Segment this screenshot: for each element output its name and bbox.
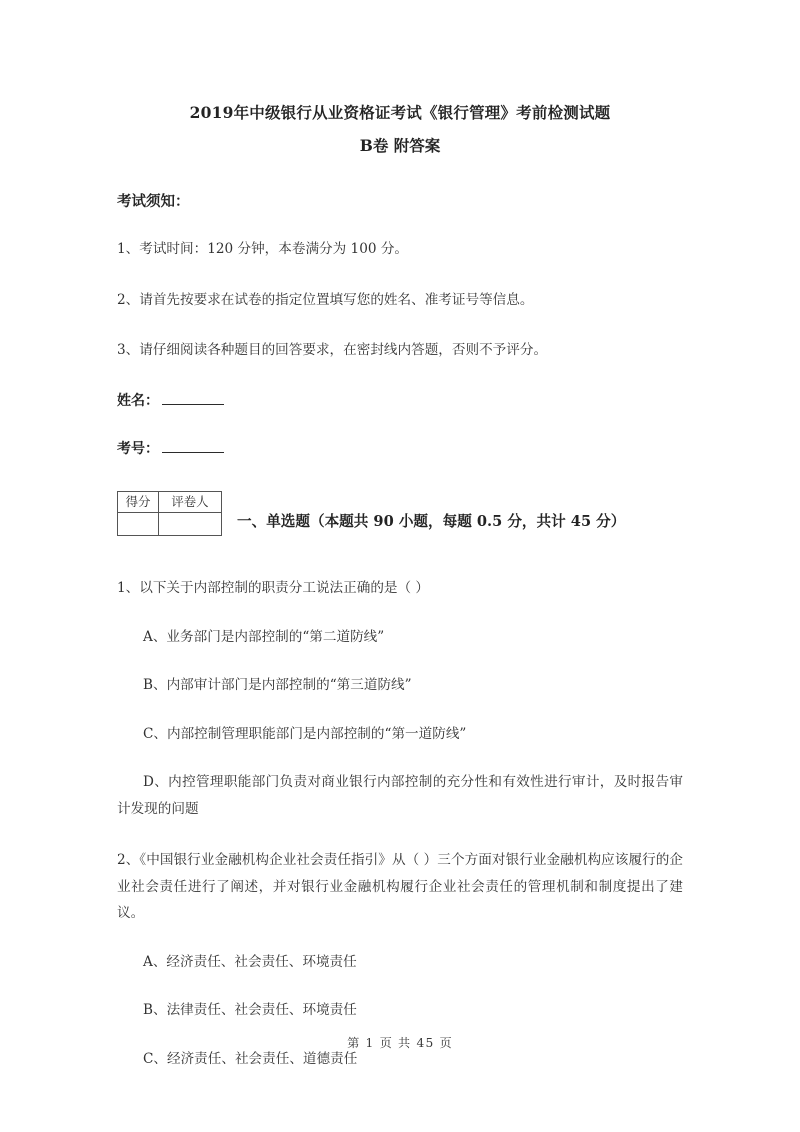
score-table-value-score[interactable] <box>118 513 159 536</box>
name-field-input[interactable] <box>162 390 224 405</box>
score-table-value-row <box>118 513 222 536</box>
exam-number-field-input[interactable] <box>162 438 224 453</box>
question-1-option-b[interactable]: B、内部审计部门是内部控制的“第三道防线” <box>143 677 412 694</box>
notice-item-3: 3、请仔细阅读各种题目的回答要求，在密封线内答题，否则不予评分。 <box>117 341 548 358</box>
page-footer: 第 1 页 共 45 页 <box>347 1036 453 1050</box>
question-2-option-c[interactable]: C、经济责任、社会责任、道德责任 <box>143 1050 358 1067</box>
question-2-stem: 2、《中国银行业金融机构企业社会责任指引》从（ ）三个方面对银行业金融机构应该履行的企业社会责任进行了阐述，并对银行业金融机构履行企业社会责任的管理机制和制度提出了建议。 <box>117 852 683 922</box>
exam-number-field-label: 考号： <box>117 441 159 458</box>
score-table <box>117 491 222 536</box>
page-content <box>117 0 683 1072</box>
section-one-block <box>117 458 683 541</box>
score-table-header-score: 得分 <box>118 492 159 513</box>
page-subtitle: B卷 附答案 <box>359 136 441 156</box>
question-1-option-d[interactable]: D、内控管理职能部门负责对商业银行内部控制的充分性和有效性进行审计，及时报告审计发现的问题 <box>117 774 683 817</box>
question-1-option-a[interactable]: A、业务部门是内部控制的“第二道防线” <box>143 628 385 645</box>
page-title: 2019年中级银行从业资格证考试《银行管理》考前检测试题 <box>189 103 611 122</box>
name-field-label: 姓名： <box>117 393 159 410</box>
score-table-header-row <box>118 492 222 513</box>
name-field-row <box>117 362 683 410</box>
question-2-option-b[interactable]: B、法律责任、社会责任、环境责任 <box>143 1002 357 1019</box>
exam-number-field-row <box>117 410 683 458</box>
score-table-header-grader: 评卷人 <box>159 492 222 513</box>
score-table-value-grader[interactable] <box>159 513 222 536</box>
question-1-option-c[interactable]: C、内部控制管理职能部门是内部控制的“第一道防线” <box>143 725 467 742</box>
notice-item-2: 2、请首先按要求在试卷的指定位置填写您的姓名、准考证号等信息。 <box>117 291 534 308</box>
question-1-stem: 1、以下关于内部控制的职责分工说法正确的是（ ） <box>117 580 430 597</box>
question-2-option-a[interactable]: A、经济责任、社会责任、环境责任 <box>143 953 357 970</box>
notice-item-1: 1、考试时间：120 分钟，本卷满分为 100 分。 <box>117 241 409 258</box>
notice-heading: 考试须知： <box>117 193 190 211</box>
section-heading-single-choice: 一、单选题（本题共 90 小题，每题 0.5 分，共计 45 分） <box>237 513 626 531</box>
